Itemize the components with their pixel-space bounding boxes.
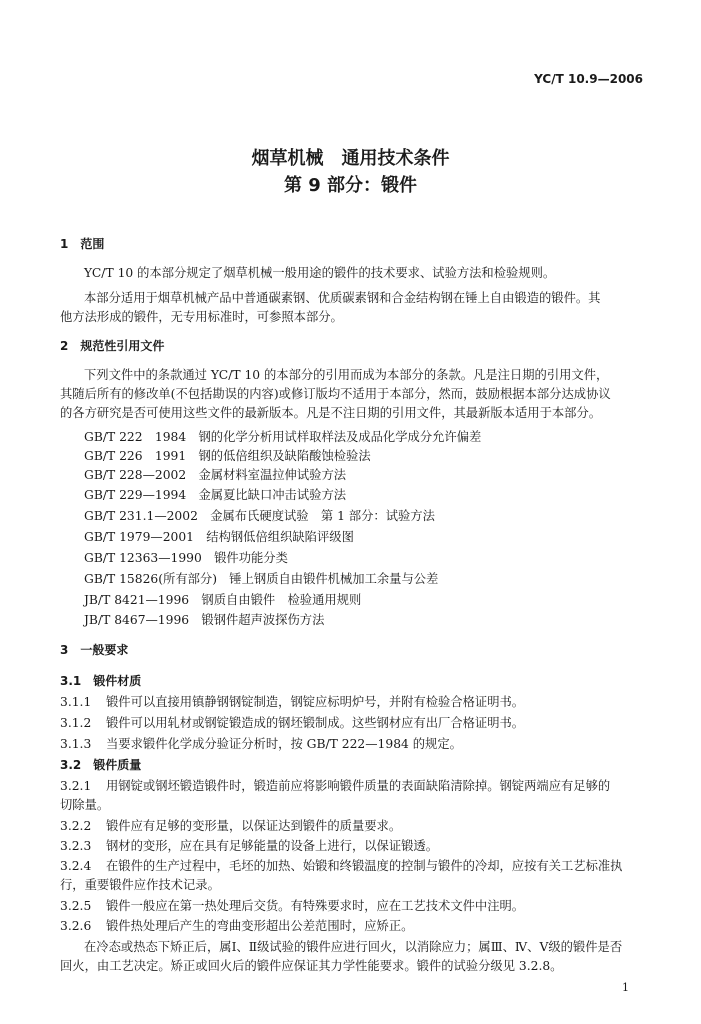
reference-item: GB/T 231.1—2002 金属布氏硬度试验 第 1 部分：试验方法 (84, 509, 435, 523)
reference-item: GB/T 229—1994 金属夏比缺口冲击试验方法 (84, 488, 347, 502)
reference-item: GB/T 222 1984 钢的化学分析用试样取样法及成品化学成分允许偏差 (84, 430, 482, 444)
clause-3-1-3: 3.1.3 当要求锻件化学成分验证分析时，按 GB/T 222—1984 的规定。 (60, 737, 462, 751)
section-1-paragraph: 他方法形成的锻件，无专用标准时，可参照本部分。 (60, 310, 343, 324)
section-3-1-heading: 3.1 锻件材质 (60, 674, 142, 688)
reference-item: GB/T 15826(所有部分) 锤上钢质自由锻件机械加工余量与公差 (84, 572, 439, 586)
clause-3-2-4-continued: 行，重要锻件应作技术记录。 (60, 878, 220, 892)
clause-3-2-4: 3.2.4 在锻件的生产过程中，毛坯的加热、始锻和终锻温度的控制与锻件的冷却，应按有关工艺标准执 (60, 859, 623, 873)
clause-3-2-6-paragraph: 在冷态或热态下矫正后，属Ⅰ、Ⅱ级试验的锻件应进行回火，以消除应力；属Ⅲ、Ⅳ、Ⅴ级的锻件是否 (84, 940, 623, 954)
clause-3-2-5: 3.2.5 锻件一般应在第一热处理后交货。有特殊要求时，应在工艺技术文件中注明。 (60, 899, 525, 913)
page-number: 1 (622, 981, 629, 994)
document-title: 烟草机械 通用技术条件 (251, 148, 450, 169)
section-2-paragraph: 其随后所有的修改单(不包括勘误的内容)或修订版均不适用于本部分，然而，鼓励根据本部分达成协议 (60, 387, 611, 401)
reference-item: GB/T 1979—2001 结构钢低倍组织缺陷评级图 (84, 530, 354, 544)
clause-3-2-6: 3.2.6 锻件热处理后产生的弯曲变形超出公差范围时，应矫正。 (60, 919, 414, 933)
reference-item: JB/T 8421—1996 钢质自由锻件 检验通用规则 (84, 593, 362, 607)
section-1-heading: 1 范围 (60, 237, 105, 251)
reference-item: GB/T 12363—1990 锻件功能分类 (84, 551, 288, 565)
section-2-paragraph: 下列文件中的条款通过 YC/T 10 的本部分的引用而成为本部分的条款。凡是注日期的引用文件， (84, 368, 609, 382)
section-3-heading: 3 一般要求 (60, 643, 129, 657)
section-2-paragraph: 的各方研究是否可使用这些文件的最新版本。凡是不注日期的引用文件，其最新版本适用于本部分。 (60, 406, 602, 420)
clause-3-2-3: 3.2.3 钢材的变形，应在具有足够能量的设备上进行，以保证锻透。 (60, 839, 439, 853)
clause-3-1-1: 3.1.1 锻件可以直接用镇静钢钢锭制造，钢锭应标明炉号，并附有检验合格证明书。 (60, 695, 525, 709)
reference-item: GB/T 226 1991 钢的低倍组织及缺陷酸蚀检验法 (84, 449, 371, 463)
section-1-paragraph: 本部分适用于烟草机械产品中普通碳素钢、优质碳素钢和合金结构钢在锤上自由锻造的锻件。其 (84, 291, 601, 305)
section-3-2-heading: 3.2 锻件质量 (60, 758, 142, 772)
reference-item: JB/T 8467—1996 锻钢件超声波探伤方法 (84, 613, 325, 627)
document-subtitle: 第 9 部分：锻件 (283, 175, 418, 196)
document-code: YC/T 10.9—2006 (534, 72, 643, 86)
section-2-heading: 2 规范性引用文件 (60, 339, 165, 353)
reference-item: GB/T 228—2002 金属材料室温拉伸试验方法 (84, 468, 347, 482)
clause-3-2-2: 3.2.2 锻件应有足够的变形量，以保证达到锻件的质量要求。 (60, 819, 402, 833)
section-1-paragraph: YC/T 10 的本部分规定了烟草机械一般用途的锻件的技术要求、试验方法和检验规则。 (84, 266, 556, 280)
clause-3-2-6-paragraph: 回火，由工艺决定。矫正或回火后的锻件应保证其力学性能要求。锻件的试验分级见 3.2.8。 (60, 959, 563, 973)
clause-3-1-2: 3.1.2 锻件可以用轧材或钢锭锻造成的钢坯锻制成。这些钢材应有出厂合格证明书。 (60, 716, 525, 730)
clause-3-2-1-continued: 切除量。 (60, 798, 110, 812)
clause-3-2-1: 3.2.1 用钢锭或钢坯锻造锻件时，锻造前应将影响锻件质量的表面缺陷清除掉。钢锭两端应有足够的 (60, 779, 611, 793)
